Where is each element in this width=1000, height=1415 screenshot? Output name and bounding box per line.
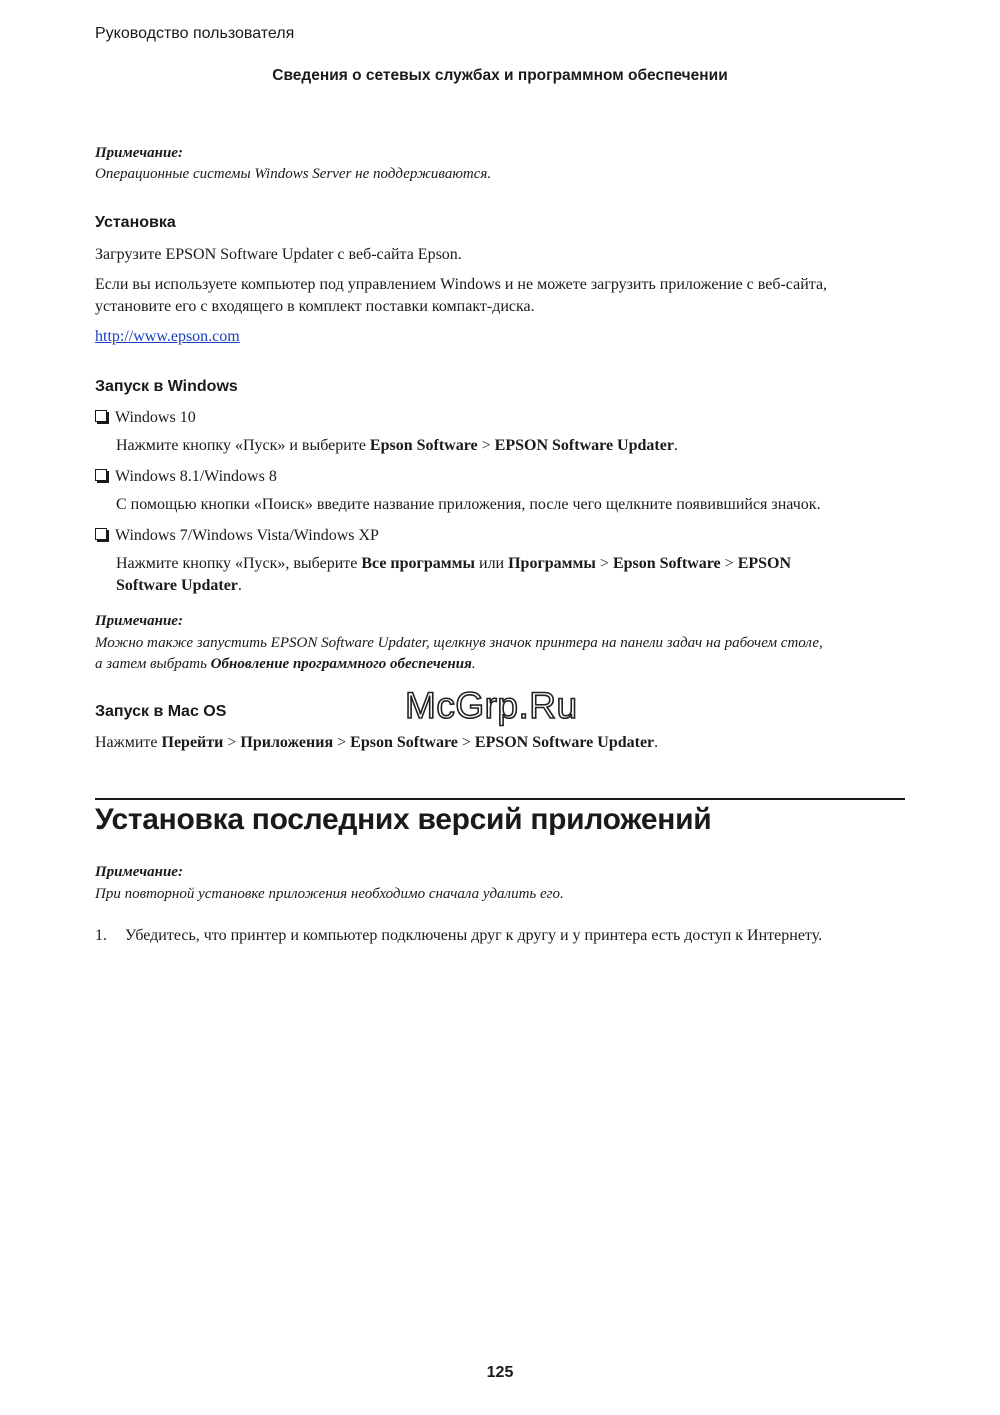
- menu-path-programs: Программы: [508, 555, 596, 572]
- list-item-title: Windows 10: [115, 409, 196, 426]
- list-item-description: [116, 435, 678, 457]
- note-text: Операционные системы Windows Server не поддерживаются.: [95, 166, 492, 182]
- windows-heading: Запуск в Windows: [95, 378, 238, 395]
- list-item: [95, 466, 277, 488]
- menu-path-epson-software: Epson Software: [369, 437, 478, 454]
- step-number: 1.: [95, 927, 107, 944]
- checkbox-bullet-icon: [95, 469, 107, 481]
- section-heading: Установка последних версий приложений: [95, 803, 712, 836]
- text-span: >: [477, 437, 495, 454]
- checkbox-bullet-icon: [95, 410, 107, 422]
- install-paragraph-2-line-1: Если вы используете компьютер под управлением Windows и не можете загрузить приложение с веб-сайта,: [95, 276, 828, 293]
- install-paragraph-1: Загрузите EPSON Software Updater с веб-сайта Epson.: [95, 246, 462, 263]
- list-item-description: С помощью кнопки «Поиск» введите название приложения, после чего щелкните появившийся значок.: [116, 496, 821, 513]
- menu-path-epson-software: Epson Software: [612, 555, 721, 572]
- text-span: >: [333, 734, 351, 751]
- step-item: [95, 925, 822, 947]
- text-span: а затем выбрать: [95, 656, 211, 672]
- menu-path-software-updater: EPSON Software Updater: [474, 734, 655, 751]
- menu-path-go: Перейти: [161, 734, 224, 751]
- menu-path-epson: EPSON: [737, 555, 792, 572]
- text-span: Нажмите: [95, 734, 162, 751]
- note-text-line-2: [95, 654, 476, 675]
- mac-heading: Запуск в Mac OS: [95, 703, 227, 720]
- text-span: .: [237, 577, 242, 594]
- note-label: Примечание:: [95, 864, 183, 880]
- text-span: >: [223, 734, 241, 751]
- software-update-option: Обновление программного обеспечения: [210, 656, 472, 672]
- list-item-title: Windows 7/Windows Vista/Windows XP: [115, 527, 379, 544]
- mac-instructions: [95, 732, 658, 754]
- note-text-line-1: Можно также запустить EPSON Software Updater, щелкнув значок принтера на панели задач на рабочем столе,: [95, 635, 823, 651]
- install-heading: Установка: [95, 214, 176, 231]
- text-span: .: [471, 656, 476, 672]
- page-number: 125: [486, 1364, 514, 1381]
- list-item-description-cont: [116, 575, 242, 597]
- step-text: Убедитесь, что принтер и компьютер подключены друг к другу и у принтера есть доступ к Интернету.: [125, 927, 823, 944]
- text-span: Нажмите кнопку «Пуск» и выберите: [116, 437, 370, 454]
- text-span: Нажмите кнопку «Пуск», выберите: [116, 555, 362, 572]
- running-title: Руководство пользователя: [95, 25, 295, 42]
- epson-website-link[interactable]: http://www.epson.com: [95, 328, 240, 345]
- text-span: >: [595, 555, 613, 572]
- install-paragraph-2-line-2: установите его с входящего в комплект поставки компакт-диска.: [95, 298, 535, 315]
- list-item: [95, 407, 196, 429]
- chapter-title: Сведения о сетевых службах и программном обеспечении: [272, 67, 728, 84]
- text-span: .: [673, 437, 678, 454]
- text-span: или: [475, 555, 509, 572]
- text-span: .: [654, 734, 659, 751]
- text-span: >: [720, 555, 738, 572]
- checkbox-bullet-icon: [95, 528, 107, 540]
- list-item-title: Windows 8.1/Windows 8: [115, 468, 277, 485]
- list-item: [95, 525, 379, 547]
- watermark: McGrp.Ru: [405, 685, 578, 726]
- menu-path-software-updater: Software Updater: [116, 577, 238, 594]
- menu-path-all-programs: Все программы: [361, 555, 475, 572]
- section-divider: [95, 798, 905, 800]
- note-label: Примечание:: [95, 145, 183, 161]
- menu-path-applications: Приложения: [240, 734, 334, 751]
- note-text: При повторной установке приложения необходимо сначала удалить его.: [95, 886, 564, 902]
- menu-path-epson-software: Epson Software: [350, 734, 458, 751]
- text-span: >: [457, 734, 475, 751]
- list-item-description: [116, 553, 791, 575]
- menu-path-software-updater: EPSON Software Updater: [494, 437, 674, 454]
- note-label: Примечание:: [95, 613, 183, 629]
